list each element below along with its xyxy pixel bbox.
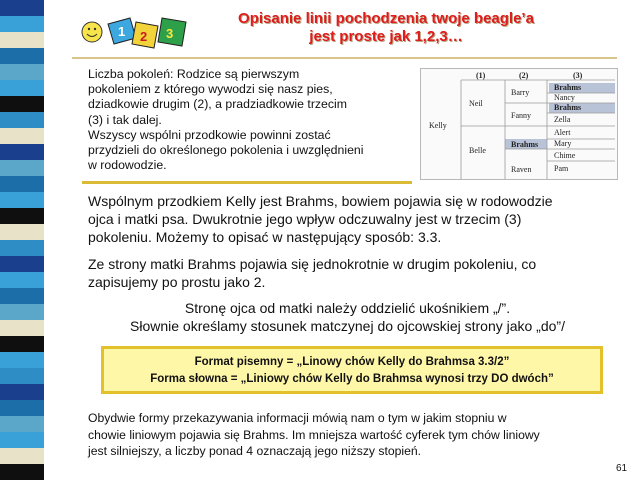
strip-block bbox=[0, 320, 44, 336]
paragraph-line: Ze strony matki Brahms pojawia się jednokrotnie w drugim pokoleniu, co bbox=[88, 256, 537, 272]
svg-text:2: 2 bbox=[140, 29, 148, 44]
strip-block bbox=[0, 0, 44, 16]
strip-block bbox=[0, 464, 44, 480]
svg-text:3: 3 bbox=[166, 26, 174, 41]
grandparent-name: Brahms bbox=[511, 140, 539, 149]
strip-block bbox=[0, 32, 44, 48]
great-grandparent-name: Brahms bbox=[554, 103, 582, 112]
strip-block bbox=[0, 80, 44, 96]
strip-block bbox=[0, 192, 44, 208]
generation-2-header: (2) bbox=[519, 71, 529, 80]
sire-name: Neil bbox=[469, 99, 483, 108]
decorative-side-strip bbox=[0, 0, 44, 480]
great-grandparent-name: Pam bbox=[554, 164, 569, 173]
strip-block bbox=[0, 416, 44, 432]
strip-block bbox=[0, 368, 44, 384]
paragraph-line: jest silniejszy, a liczby ponad 4 oznaczają jego niższy stopień. bbox=[88, 444, 422, 458]
format-summary-box bbox=[101, 346, 603, 394]
paragraph-line: chowie liniowym pojawia się Brahms. Im mniejsza wartość cyferek tym chów liniowy bbox=[88, 427, 540, 442]
paragraph-line: ojca i matki psa. Dwukrotnie jego wpływ odczuwalny jest w trzecim (3) bbox=[88, 211, 522, 227]
verbal-format-line: Forma słowna = „Liniowy chów Kelly do Brahmsa wynosi trzy DO dwóch” bbox=[150, 373, 554, 385]
strip-block bbox=[0, 448, 44, 464]
strip-block bbox=[0, 288, 44, 304]
great-grandparent-name: Nancy bbox=[554, 93, 575, 102]
paragraph-line: Słownie określamy stosunek matczynej do ojcowskiej strony jako „do”/ bbox=[130, 318, 565, 334]
smiley-icon bbox=[82, 22, 102, 42]
dam-side-paragraph bbox=[88, 255, 613, 291]
strip-block bbox=[0, 96, 44, 112]
separator-paragraph bbox=[80, 299, 615, 335]
strip-block bbox=[0, 432, 44, 448]
paragraph-line: pokoleniu. Możemy to opisać w następujący sposób: 3.3. bbox=[88, 229, 442, 245]
strip-block bbox=[0, 160, 44, 176]
great-grandparent-name: Mary bbox=[554, 139, 572, 148]
strip-block bbox=[0, 336, 44, 352]
dice-logo bbox=[78, 8, 196, 52]
intro-line: pokoleniem z którego wywodzi się nasz pies, bbox=[88, 82, 333, 97]
strip-block bbox=[0, 64, 44, 80]
conclusion-text bbox=[88, 410, 598, 460]
strip-block bbox=[0, 128, 44, 144]
generation-1-header: (1) bbox=[476, 71, 486, 80]
paragraph-line: Obydwie formy przekazywania informacji mówią nam o tym w jakim stopniu w bbox=[88, 411, 507, 425]
intro-line: Wszyscy wspólni przodkowie powinni zostać bbox=[88, 127, 331, 142]
intro-divider bbox=[82, 181, 412, 184]
great-grandparent-name: Brahms bbox=[554, 83, 582, 92]
strip-block bbox=[0, 240, 44, 256]
intro-text bbox=[88, 67, 410, 173]
strip-block bbox=[0, 144, 44, 160]
grandparent-name: Barry bbox=[511, 88, 530, 97]
intro-line: w rodowodzie. bbox=[88, 158, 167, 173]
title-line-2: jest proste jak 1,2,3… bbox=[309, 28, 463, 45]
strip-block bbox=[0, 304, 44, 320]
intro-line: (3) i tak dalej. bbox=[88, 112, 162, 127]
generation-3-header: (3) bbox=[573, 71, 583, 80]
paragraph-line: Wspólnym przodkiem Kelly jest Brahms, bowiem pojawia się w rodowodzie bbox=[88, 193, 553, 209]
paragraph-line: Stronę ojca od matki należy oddzielić ukośnikiem „/”. bbox=[184, 300, 511, 316]
strip-block bbox=[0, 16, 44, 32]
strip-block bbox=[0, 208, 44, 224]
title-divider bbox=[72, 57, 617, 59]
common-ancestor-paragraph bbox=[88, 192, 613, 246]
page-number: 61 bbox=[616, 463, 628, 474]
page-title bbox=[196, 10, 576, 46]
great-grandparent-name: Zella bbox=[554, 115, 571, 124]
grandparent-name: Fanny bbox=[511, 111, 531, 120]
written-format-line: Format pisemny = „Linowy chów Kelly do Brahmsa 3.3/2” bbox=[194, 356, 510, 368]
die-1-icon bbox=[108, 18, 136, 44]
strip-block bbox=[0, 384, 44, 400]
intro-line: Liczba pokoleń: Rodzice są pierwszym bbox=[88, 67, 300, 81]
die-2-icon bbox=[132, 22, 158, 48]
strip-block bbox=[0, 272, 44, 288]
grandparent-name: Raven bbox=[511, 165, 532, 174]
pedigree-diagram bbox=[420, 68, 618, 180]
die-3-icon bbox=[158, 18, 186, 46]
strip-block bbox=[0, 352, 44, 368]
paragraph-line: zapisujemy po prostu jako 2. bbox=[88, 274, 266, 290]
strip-block bbox=[0, 224, 44, 240]
strip-block bbox=[0, 256, 44, 272]
intro-line: dziadkowie drugim (2), a pradziadkowie trzecim bbox=[88, 97, 348, 112]
title-line-1: Opisanie linii pochodzenia twoje beagle’a bbox=[238, 10, 534, 27]
strip-block bbox=[0, 48, 44, 64]
intro-line: przydzieli do określonego pokolenia i uwzględnieni bbox=[88, 143, 364, 158]
dog-name: Kelly bbox=[429, 121, 447, 130]
strip-block bbox=[0, 112, 44, 128]
strip-block bbox=[0, 176, 44, 192]
svg-text:1: 1 bbox=[118, 24, 126, 39]
great-grandparent-name: Alert bbox=[554, 128, 571, 137]
great-grandparent-name: Chime bbox=[554, 151, 576, 160]
strip-block bbox=[0, 400, 44, 416]
dam-name: Belle bbox=[469, 146, 486, 155]
